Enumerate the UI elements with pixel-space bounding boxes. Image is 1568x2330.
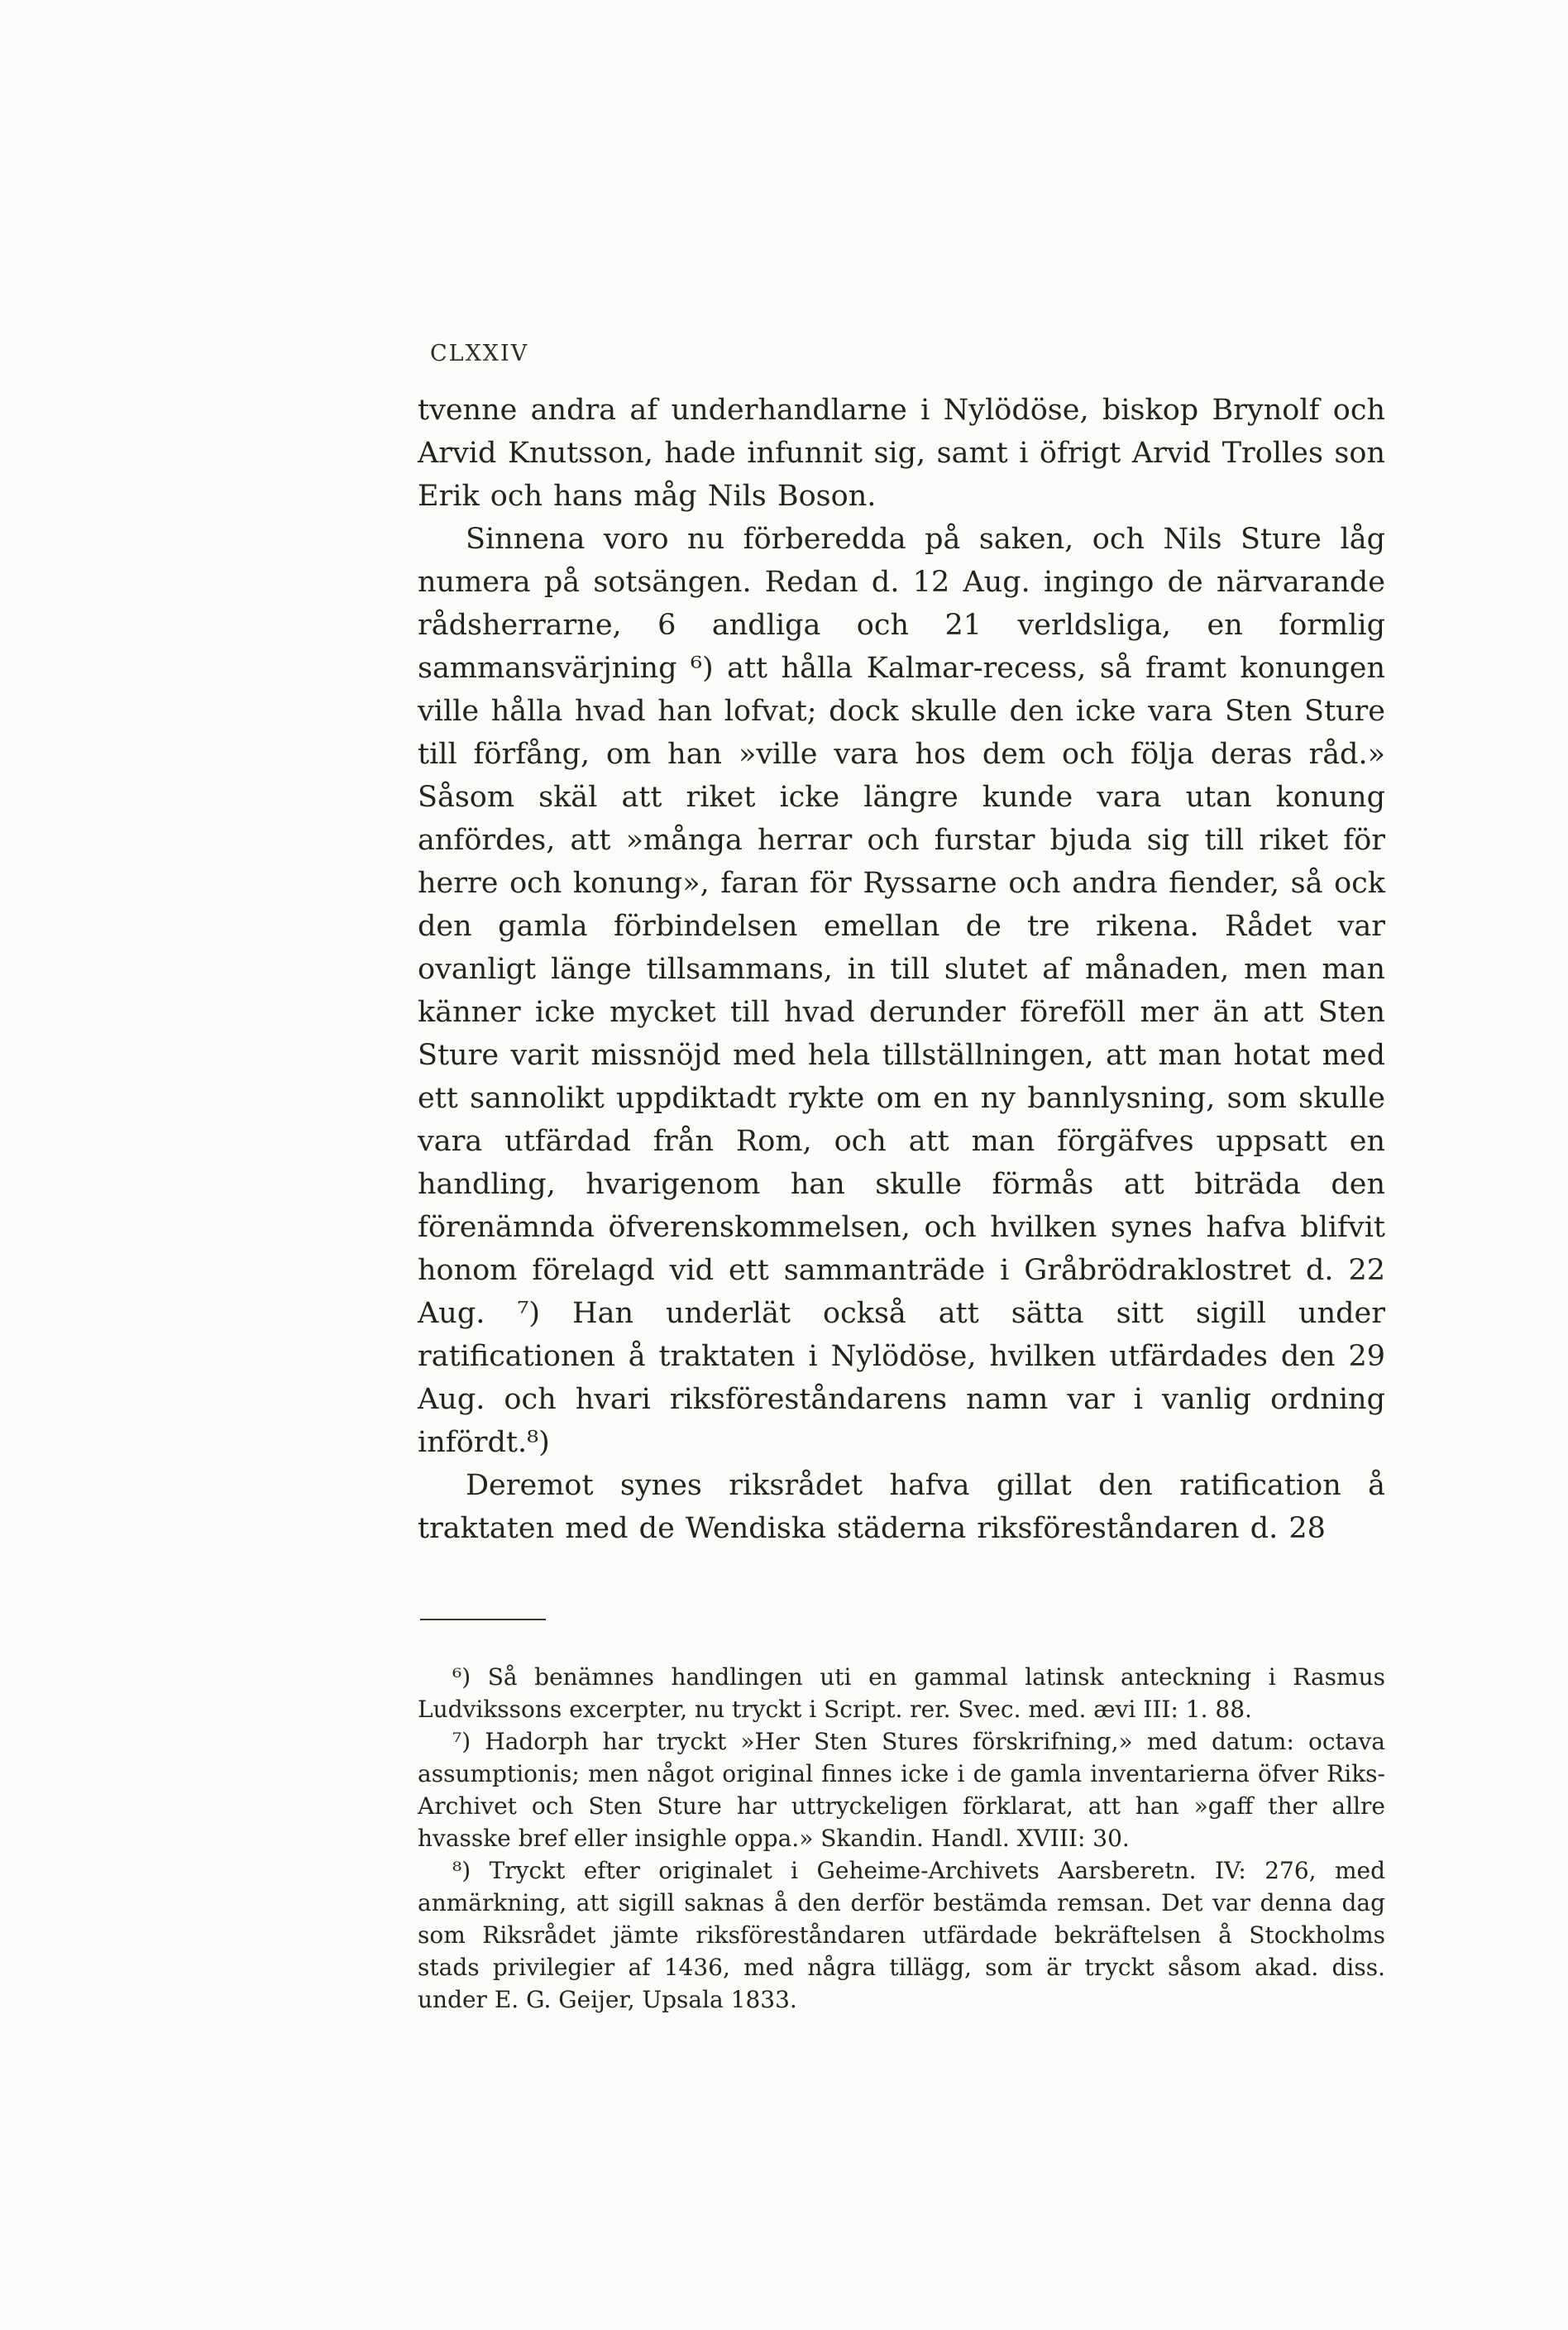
paragraph-closing: Deremot synes riksrådet hafva gillat den ratification å traktaten med de Wendiska städerna riksföreståndaren d. 28 <box>418 1469 1385 1545</box>
body-text <box>418 389 1385 1550</box>
paragraph-main: Sinnena voro nu förberedda på saken, och Nils Sture låg numera på sotsängen. Redan d. 12 Aug. ingingo de närvarande rådsherrarne, 6 andliga och 21 verldsliga, en formlig sammansvärjning ⁶) att hålla Kalmar-recess, så framt konungen ville hålla hvad han lofvat; dock skulle den icke vara Sten Sture till förfång, om han »ville vara hos dem och följa deras råd.» Såsom skäl att riket icke längre kunde vara utan konung anfördes, att »många herrar och furstar bjuda sig till riket för herre och konung», faran för Ryssarne och andra fiender, så ock den gamla förbindelsen emellan de tre rikena. Rådet var ovanligt länge tillsammans, in till slutet af månaden, men man känner icke mycket till hvad derunder föreföll mer än att Sten Sture varit missnöjd med hela tillställningen, att man hotat med ett sannolikt uppdiktadt rykte om en ny bannlysning, som skulle vara utfärdad från Rom, och att man förgäfves uppsatt en handling, hvarigenom han skulle förmås att biträda den förenämnda öfverenskommelsen, och hvilken synes hafva blifvit honom förelagd vid ett sammanträde i Gråbrödraklostret d. 22 Aug. ⁷) Han underlät också att sätta sitt sigill under ratificationen å traktaten i Nylödöse, hvilken utfärdades den 29 Aug. och hvari riksföreståndarens namn var i vanlig ordning infördt.⁸) <box>418 523 1385 1459</box>
paragraph-continuation: tvenne andra af underhandlarne i Nylödöse, biskop Brynolf och Arvid Knutsson, hade infunnit sig, samt i öfrigt Arvid Trolles son Erik och hans måg Nils Boson. <box>418 394 1385 513</box>
footnote-separator <box>420 1619 546 1620</box>
footnotes <box>418 1661 1385 2016</box>
footnote-8: ⁸) Tryckt efter originalet i Geheime-Archivets Aarsberetn. IV: 276, med anmärkning, att sigill saknas å den derför bestämda remsan. Det var denna dag som Riksrådet jämte riksföreståndaren utfärdade bekräftelsen å Stockholms stads privilegier af 1436, med några tillägg, som är tryckt såsom akad. diss. under E. G. Geijer, Upsala 1833. <box>418 1857 1385 2013</box>
footnote-6: ⁶) Så benämnes handlingen uti en gammal latinsk anteckning i Rasmus Ludvikssons excerpter, nu tryckt i Script. rer. Svec. med. ævi III: 1. 88. <box>418 1663 1385 1723</box>
footnote-7: ⁷) Hadorph har tryckt »Her Sten Stures förskrifning,» med datum: octava assumptionis; men något original finnes icke i de gamla inventarierna öfver Riks-Archivet och Sten Sture har uttryckeligen förklarat, att han »gaff ther allre hvasske bref eller insighle oppa.» Skandin. Handl. XVIII: 30. <box>418 1728 1385 1852</box>
page-number: CLXXIV <box>430 341 529 366</box>
